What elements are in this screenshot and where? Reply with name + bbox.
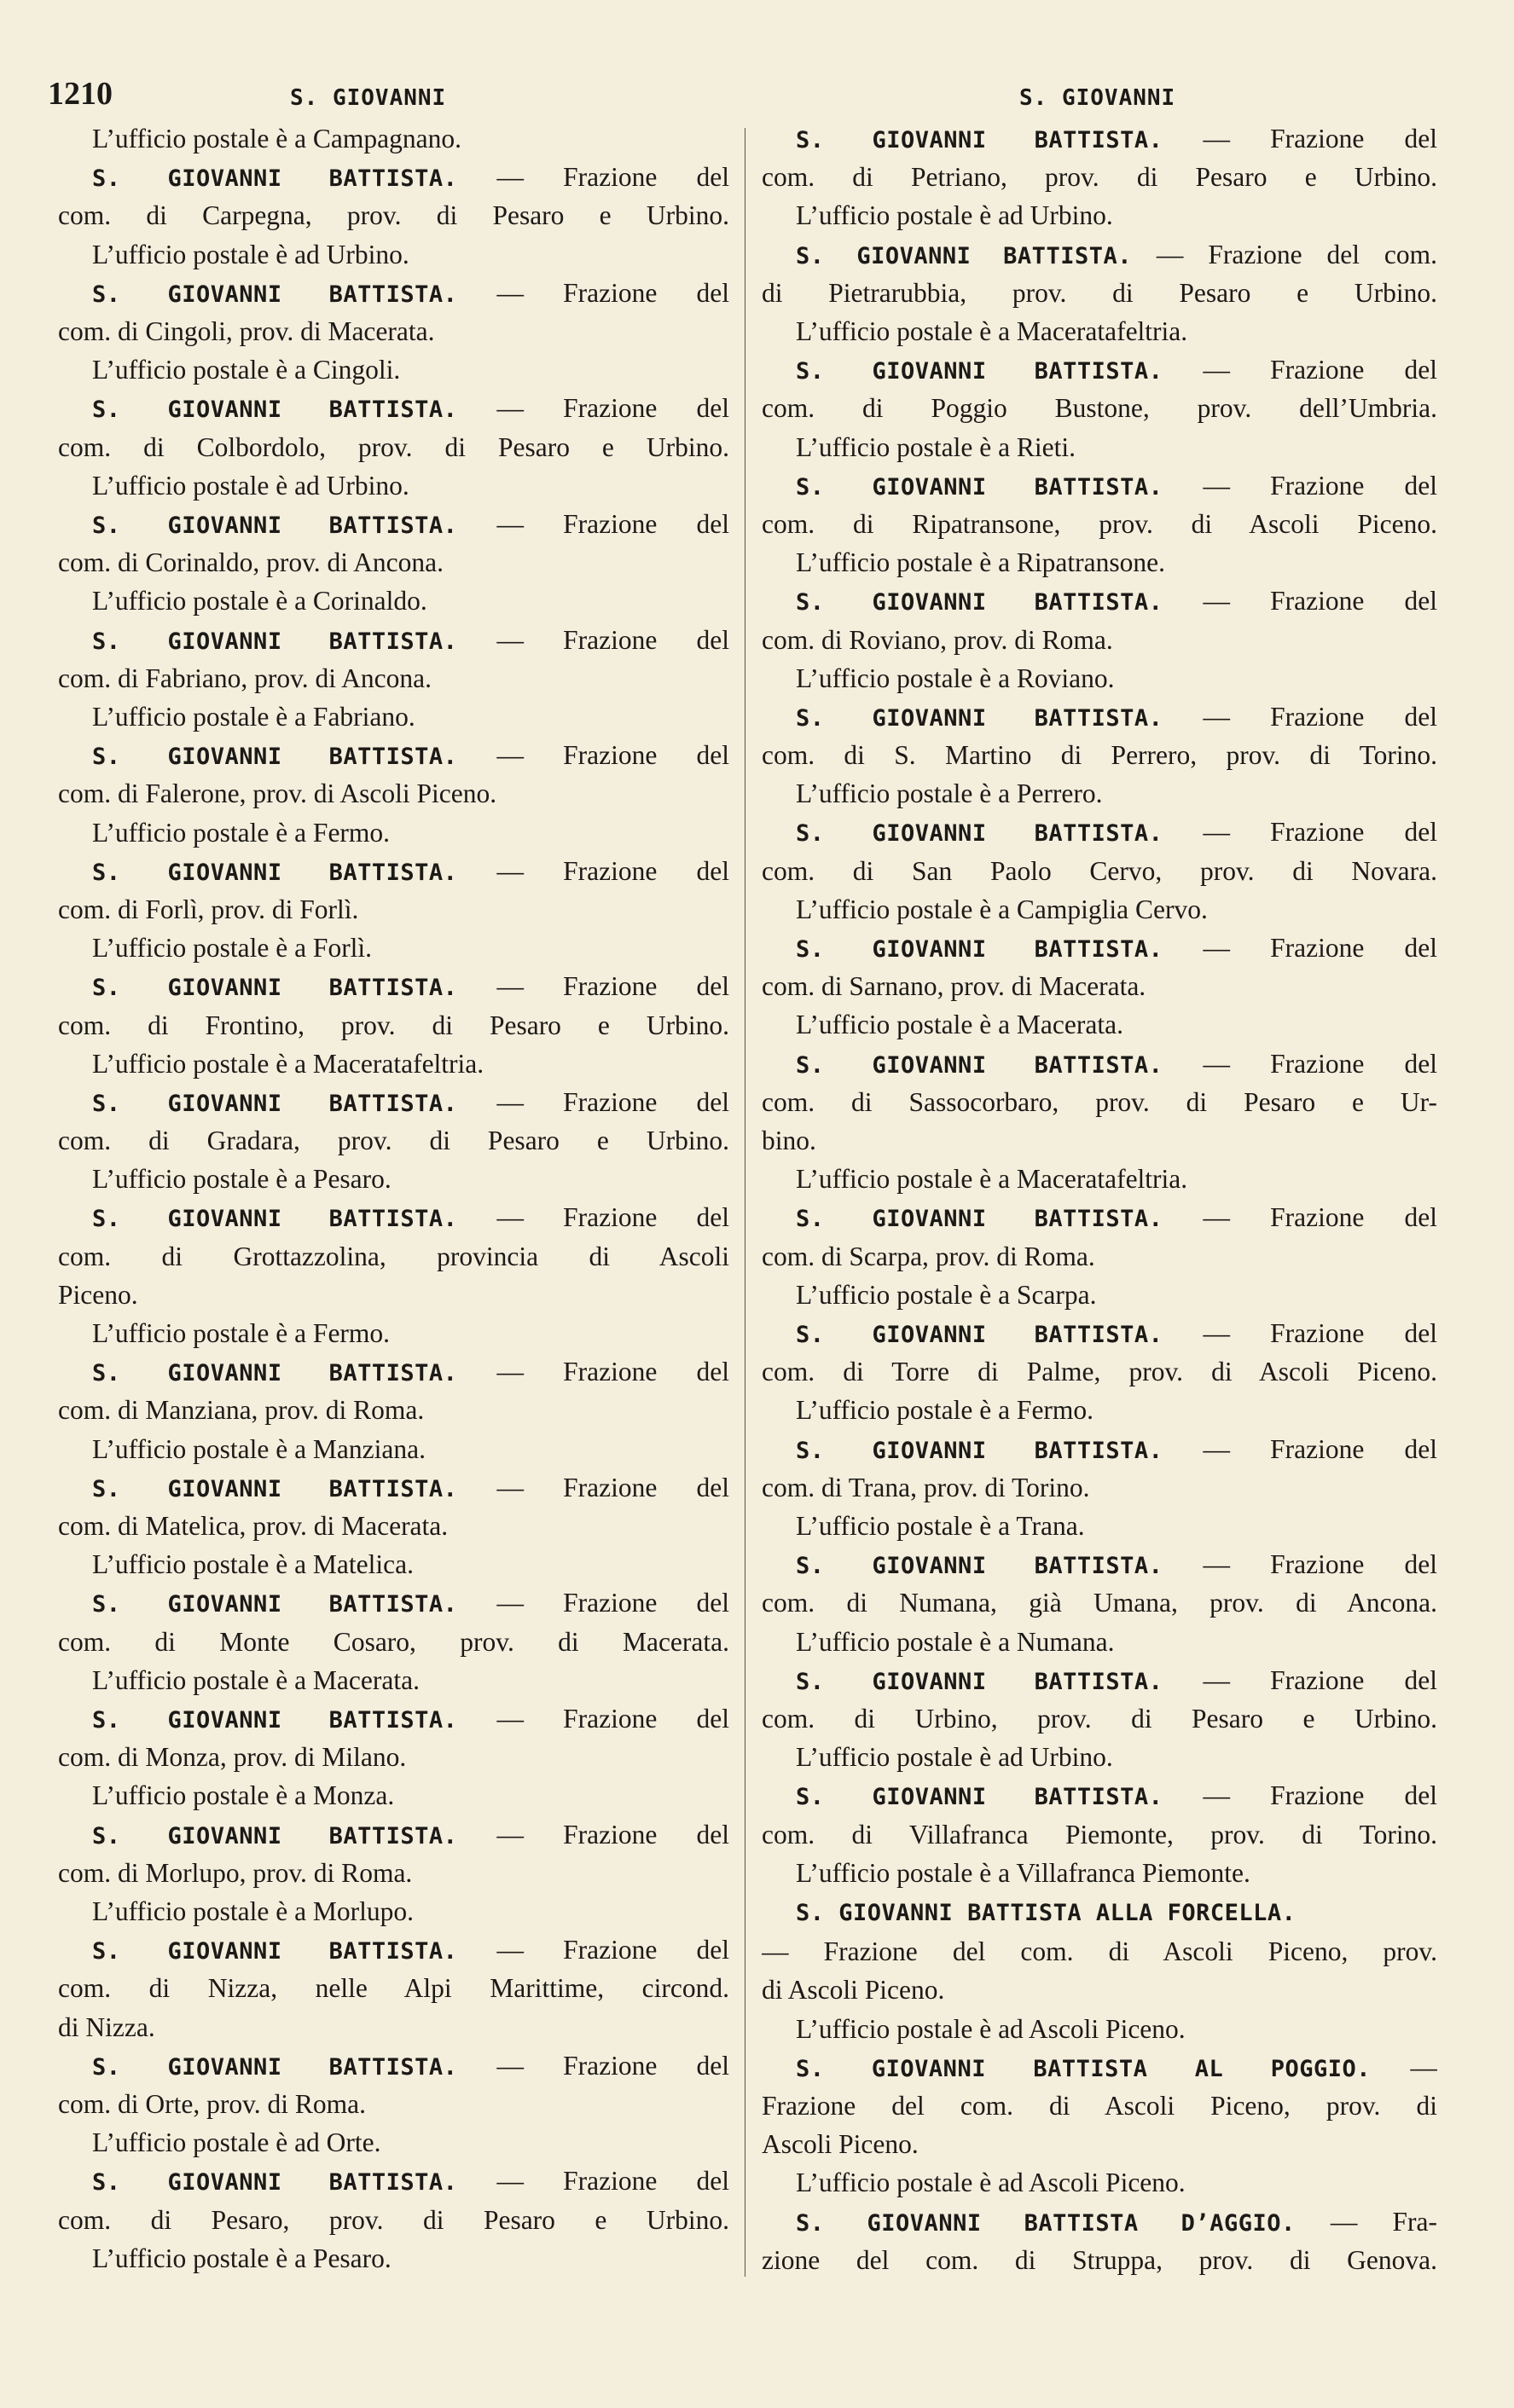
entry-text: — Frazione del xyxy=(1163,1549,1437,1580)
entry-text: L’ufficio postale è ad Ascoli Piceno. xyxy=(796,2013,1186,2044)
entry-text: com. di Frontino, prov. di Pesaro e Urbino. xyxy=(58,1010,729,1040)
entry-text: com. di Torre di Palme, prov. di Ascoli Piceno. xyxy=(762,1357,1437,1387)
text-line xyxy=(762,2010,1437,2048)
text-line xyxy=(762,1391,1437,1429)
entry-text: — Frazione del xyxy=(457,1588,729,1618)
text-line xyxy=(762,582,1437,620)
entry-text: com. di S. Martino di Perrero, prov. di Torino. xyxy=(762,740,1437,771)
text-line xyxy=(762,774,1437,813)
text-line xyxy=(58,929,729,967)
entry-text: di Nizza. xyxy=(58,2011,155,2042)
entry-text: L’ufficio postale è a Villafranca Piemonte. xyxy=(796,1857,1250,1888)
text-line xyxy=(762,736,1437,774)
entry-heading: S. GIOVANNI BATTISTA. xyxy=(796,936,1163,964)
entry-text: com. di Nizza, nelle Alpi Marittime, circond. xyxy=(58,1973,729,2004)
entry-text: com. di Monte Cosaro, prov. di Macerata. xyxy=(58,1626,729,1657)
entry-heading: S. GIOVANNI BATTISTA. xyxy=(92,1591,458,1618)
entry-heading: S. GIOVANNI BATTISTA. xyxy=(92,1822,458,1849)
text-line xyxy=(762,1507,1437,1545)
entry-text: L’ufficio postale è a Fermo. xyxy=(796,1395,1094,1426)
entry-text: — Frazione del xyxy=(457,2166,729,2197)
entry-text: — Frazione del xyxy=(457,624,729,655)
text-line xyxy=(58,1006,729,1045)
right-running-head: S. GIOVANNI xyxy=(1019,85,1176,111)
text-line xyxy=(58,1815,729,1854)
text-line xyxy=(762,1314,1437,1352)
entry-text: L’ufficio postale è ad Urbino. xyxy=(92,470,409,501)
entry-text: — Frazione del xyxy=(1163,933,1437,964)
text-line xyxy=(762,1083,1437,1121)
text-line xyxy=(58,1661,729,1699)
entry-heading: S. GIOVANNI BATTISTA. xyxy=(92,744,458,771)
text-line xyxy=(762,1121,1437,1160)
entry-text: com. di Monza, prov. di Milano. xyxy=(58,1742,407,1773)
entry-text: L’ufficio postale è a Maceratafeltria. xyxy=(796,315,1188,346)
entry-text: com. di Scarpa, prov. di Roma. xyxy=(762,1241,1095,1271)
entry-text: com. di Fabriano, prov. di Ancona. xyxy=(58,663,432,693)
text-line xyxy=(762,1545,1437,1583)
text-line xyxy=(58,2008,729,2046)
entry-heading: S. GIOVANNI BATTISTA. xyxy=(92,1938,458,1965)
text-line xyxy=(58,1969,729,2007)
text-line xyxy=(58,389,729,427)
entry-heading: S. GIOVANNI BATTISTA. xyxy=(796,1437,1163,1464)
entry-heading: S. GIOVANNI BATTISTA. xyxy=(92,1360,458,1387)
entry-text: L’ufficio postale è a Scarpa. xyxy=(796,1279,1097,1310)
entry-text: di Pietrarubbia, prov. di Pesaro e Urbino. xyxy=(762,277,1437,308)
entry-text: com. di Urbino, prov. di Pesaro e Urbino. xyxy=(762,1703,1437,1734)
entry-text: com. di Poggio Bustone, prov. dell’Umbria. xyxy=(762,393,1437,424)
entry-heading: S. GIOVANNI BATTISTA. xyxy=(92,1206,458,1233)
entry-text: com. di Gradara, prov. di Pesaro e Urbino. xyxy=(58,1126,729,1156)
entry-text: L’ufficio postale è a Matelica. xyxy=(92,1549,414,1580)
text-line xyxy=(58,1507,729,1545)
entry-text: — Frazione del com. di Ascoli Piceno, prov. xyxy=(762,1936,1437,1967)
entry-text: L’ufficio postale è a Manziana. xyxy=(92,1433,426,1464)
text-line xyxy=(58,1930,729,1969)
entry-text: — Frazione del xyxy=(457,1202,729,1233)
entry-text: L’ufficio postale è a Maceratafeltria. xyxy=(796,1164,1188,1195)
entry-text: — Frazione del xyxy=(457,277,729,308)
entry-text: — Fra- xyxy=(1295,2206,1437,2237)
entry-heading: S. GIOVANNI BATTISTA. xyxy=(796,473,1163,501)
entry-text: Frazione del com. di Ascoli Piceno, prov. di xyxy=(762,2090,1437,2121)
text-line xyxy=(58,1776,729,1815)
text-line xyxy=(58,1545,729,1583)
right-column xyxy=(762,119,1437,2279)
entry-text: L’ufficio postale è a Pesaro. xyxy=(92,1164,392,1195)
text-line xyxy=(58,736,729,774)
text-line xyxy=(762,158,1437,196)
entry-text: L’ufficio postale è a Campagnano. xyxy=(92,124,462,153)
text-line xyxy=(58,1738,729,1776)
text-line xyxy=(762,1932,1437,1971)
entry-text: com. di Grottazzolina, provincia di Ascoli xyxy=(58,1241,729,1271)
text-line xyxy=(762,1854,1437,1892)
text-line xyxy=(762,1005,1437,1044)
entry-text: com. di Colbordolo, prov. di Pesaro e Urbino. xyxy=(58,431,729,462)
text-line xyxy=(762,274,1437,312)
entry-text: — Frazione del xyxy=(457,971,729,1002)
text-line xyxy=(762,1623,1437,1661)
text-line xyxy=(762,350,1437,389)
entry-text: com. di Numana, già Umana, prov. di Ancona. xyxy=(762,1588,1437,1618)
entry-heading: S. GIOVANNI BATTISTA. xyxy=(796,1206,1163,1233)
entry-text: — Frazione del xyxy=(1163,817,1437,848)
entry-text: — Frazione del xyxy=(1163,1318,1437,1349)
entry-text: com. di Forlì, prov. di Forlì. xyxy=(58,894,359,924)
text-line xyxy=(762,698,1437,736)
text-line xyxy=(58,2162,729,2200)
entry-text: L’ufficio postale è ad Ascoli Piceno. xyxy=(796,2168,1186,2198)
entry-text: com. di Villafranca Piemonte, prov. di Torino. xyxy=(762,1819,1437,1849)
entry-heading: S. GIOVANNI BATTISTA. xyxy=(92,859,458,886)
entry-text: L’ufficio postale è a Ripatransone. xyxy=(796,547,1166,578)
entry-text: L’ufficio postale è ad Urbino. xyxy=(796,200,1113,231)
entry-text: — Frazione del xyxy=(1163,586,1437,616)
entry-heading: S. GIOVANNI BATTISTA. xyxy=(92,975,458,1002)
entry-text: — Frazione del xyxy=(1163,1433,1437,1464)
entry-text: L’ufficio postale è a Fermo. xyxy=(92,817,391,848)
entry-heading: S. GIOVANNI BATTISTA. xyxy=(92,1090,458,1117)
entry-heading: S. GIOVANNI BATTISTA. xyxy=(92,512,458,539)
entry-text: — Frazione del xyxy=(1163,124,1437,153)
entry-text: L’ufficio postale è a Morlupo. xyxy=(92,1896,415,1927)
entry-text: com. di Falerone, prov. di Ascoli Piceno. xyxy=(58,779,497,809)
text-line xyxy=(58,196,729,234)
text-line xyxy=(58,158,729,196)
text-line xyxy=(762,119,1437,158)
entry-heading: S. GIOVANNI BATTISTA. xyxy=(92,628,458,655)
text-line xyxy=(58,1854,729,1892)
entry-heading: S. GIOVANNI BATTISTA. xyxy=(796,1051,1163,1079)
text-line xyxy=(58,1583,729,1622)
text-line xyxy=(762,2163,1437,2202)
entry-text: — Frazione del xyxy=(457,740,729,771)
entry-heading: S. GIOVANNI BATTISTA AL POGGIO. xyxy=(796,2055,1371,2082)
entry-text: com. di Trana, prov. di Torino. xyxy=(762,1472,1090,1502)
text-line xyxy=(58,1352,729,1391)
entry-text: — Frazione del xyxy=(457,508,729,539)
entry-text: L’ufficio postale è a Numana. xyxy=(796,1626,1115,1657)
text-line xyxy=(762,428,1437,466)
text-line xyxy=(58,1276,729,1314)
text-line xyxy=(762,2241,1437,2279)
entry-heading: S. GIOVANNI BATTISTA. xyxy=(796,589,1163,616)
text-line xyxy=(762,1430,1437,1468)
text-line xyxy=(762,890,1437,929)
entry-text: — Frazione del xyxy=(457,855,729,886)
text-line xyxy=(762,466,1437,505)
entry-text: bino. xyxy=(762,1126,816,1156)
text-line xyxy=(762,1198,1437,1236)
text-line xyxy=(762,813,1437,851)
text-line xyxy=(58,2085,729,2123)
entry-text: zione del com. di Struppa, prov. di Genova. xyxy=(762,2244,1437,2275)
text-line xyxy=(58,1699,729,1738)
text-line xyxy=(58,1892,729,1930)
text-line xyxy=(762,1738,1437,1776)
entry-heading: S. GIOVANNI BATTISTA. xyxy=(92,397,458,424)
entry-heading: S. GIOVANNI BATTISTA. xyxy=(92,165,458,193)
entry-text: com. di Morlupo, prov. di Roma. xyxy=(58,1857,413,1888)
entry-text: L’ufficio postale è a Roviano. xyxy=(796,663,1115,693)
text-line xyxy=(58,235,729,274)
text-line xyxy=(762,621,1437,659)
text-line xyxy=(762,659,1437,698)
text-line xyxy=(762,1045,1437,1083)
text-line xyxy=(762,196,1437,234)
text-line xyxy=(762,2203,1437,2241)
text-line xyxy=(58,774,729,813)
entry-heading: S. GIOVANNI BATTISTA. xyxy=(796,1784,1163,1811)
entry-text: — Frazione del xyxy=(457,1819,729,1849)
text-line xyxy=(762,1815,1437,1854)
entry-text: L’ufficio postale è a Perrero. xyxy=(796,779,1103,809)
text-line xyxy=(762,929,1437,967)
entry-text: — Frazione del xyxy=(457,162,729,193)
entry-text: — Frazione del xyxy=(457,1704,729,1734)
text-line xyxy=(58,621,729,659)
entry-text: L’ufficio postale è a Campiglia Cervo. xyxy=(796,894,1208,924)
text-line xyxy=(58,698,729,736)
text-line xyxy=(762,1971,1437,2009)
entry-text: — Frazione del xyxy=(457,2050,729,2081)
entry-text: — Frazione del xyxy=(457,1935,729,1965)
entry-text: di Ascoli Piceno. xyxy=(762,1975,945,2006)
text-line xyxy=(58,1083,729,1121)
entry-text: L’ufficio postale è a Fabriano. xyxy=(92,701,415,732)
text-line xyxy=(762,1160,1437,1198)
entry-heading: S. GIOVANNI BATTISTA ALLA FORCELLA. xyxy=(796,1899,1296,1926)
entry-text: — Frazione del xyxy=(457,1357,729,1387)
entry-heading: S. GIOVANNI BATTISTA. xyxy=(796,820,1163,848)
text-line xyxy=(58,813,729,852)
text-line xyxy=(762,1776,1437,1815)
entry-text: com. di Sassocorbaro, prov. di Pesaro e Ur- xyxy=(762,1086,1437,1117)
text-line xyxy=(58,1045,729,1083)
entry-heading: S. GIOVANNI BATTISTA. xyxy=(92,2053,458,2081)
text-line xyxy=(762,2048,1437,2087)
entry-text: com. di San Paolo Cervo, prov. di Novara. xyxy=(762,855,1437,886)
text-line xyxy=(58,543,729,582)
text-line xyxy=(58,466,729,505)
entry-text: — Frazione del xyxy=(1163,1780,1437,1811)
entry-text: L’ufficio postale è a Maceratafeltria. xyxy=(92,1048,484,1079)
entry-heading: S. GIOVANNI BATTISTA. xyxy=(796,358,1163,385)
text-line xyxy=(58,2123,729,2162)
entry-text: L’ufficio postale è a Monza. xyxy=(92,1780,395,1811)
entry-text: L’ufficio postale è a Forlì. xyxy=(92,933,373,964)
entry-text: L’ufficio postale è a Macerata. xyxy=(92,1664,420,1695)
text-line xyxy=(762,1699,1437,1738)
entry-text: com. di Carpegna, prov. di Pesaro e Urbino. xyxy=(58,200,729,231)
text-line xyxy=(58,1468,729,1507)
entry-heading: S. GIOVANNI BATTISTA. xyxy=(796,1553,1163,1580)
entry-text: — Frazione del xyxy=(457,393,729,424)
text-line xyxy=(762,505,1437,543)
text-line xyxy=(762,2087,1437,2125)
entry-text: — Frazione del xyxy=(457,1086,729,1117)
entry-text: Ascoli Piceno. xyxy=(762,2129,919,2160)
text-line xyxy=(58,1430,729,1468)
entry-text: com. di Pesaro, prov. di Pesaro e Urbino. xyxy=(58,2204,729,2235)
text-line xyxy=(58,967,729,1005)
page-number: 1210 xyxy=(48,76,113,112)
text-line xyxy=(762,1468,1437,1507)
entry-text: — Frazione del xyxy=(1163,701,1437,732)
entry-heading: S. GIOVANNI BATTISTA. xyxy=(796,1668,1163,1695)
text-line xyxy=(58,582,729,620)
entry-text: com. di Roviano, prov. di Roma. xyxy=(762,624,1113,655)
text-line xyxy=(762,543,1437,582)
entry-heading: S. GIOVANNI BATTISTA. xyxy=(92,1475,458,1502)
entry-text: com. di Corinaldo, prov. di Ancona. xyxy=(58,547,444,578)
text-line xyxy=(58,119,729,158)
entry-text: — Frazione del xyxy=(1163,1202,1437,1233)
text-line xyxy=(58,2046,729,2085)
text-line xyxy=(58,312,729,350)
entry-text: — Frazione del xyxy=(1163,355,1437,385)
text-line xyxy=(762,2125,1437,2163)
entry-text: L’ufficio postale è a Corinaldo. xyxy=(92,586,427,616)
text-line xyxy=(58,428,729,466)
text-line xyxy=(58,1160,729,1198)
text-line xyxy=(762,1892,1437,1932)
text-line xyxy=(58,1121,729,1160)
entry-text: L’ufficio postale è a Rieti. xyxy=(796,431,1076,462)
entry-text: L’ufficio postale è a Trana. xyxy=(796,1511,1085,1541)
entry-heading: S. GIOVANNI BATTISTA. xyxy=(796,1322,1163,1349)
text-line xyxy=(58,1314,729,1352)
entry-text: — xyxy=(1370,2052,1437,2082)
text-line xyxy=(762,389,1437,427)
entry-heading: S. GIOVANNI BATTISTA. xyxy=(92,1707,458,1734)
text-line xyxy=(762,235,1437,274)
entry-text: com. di Sarnano, prov. di Macerata. xyxy=(762,971,1146,1002)
entry-text: com. di Petriano, prov. di Pesaro e Urbino. xyxy=(762,162,1437,193)
text-line xyxy=(762,852,1437,890)
text-line xyxy=(762,1661,1437,1699)
text-line xyxy=(762,1237,1437,1276)
entry-text: — Frazione del xyxy=(457,1472,729,1502)
entry-text: L’ufficio postale è a Cingoli. xyxy=(92,355,401,385)
entry-heading: S. GIOVANNI BATTISTA. xyxy=(92,281,458,308)
entry-text: com. di Ripatransone, prov. di Ascoli Piceno. xyxy=(762,508,1437,539)
left-column xyxy=(58,119,729,2278)
entry-text: — Frazione del xyxy=(1163,1664,1437,1695)
entry-text: — Frazione del xyxy=(1163,470,1437,501)
entry-heading: S. GIOVANNI BATTISTA. xyxy=(796,704,1163,732)
entry-text: com. di Matelica, prov. di Macerata. xyxy=(58,1511,449,1542)
entry-text: L’ufficio postale è ad Orte. xyxy=(92,2127,381,2158)
entry-text: Piceno. xyxy=(58,1279,138,1310)
entry-text: L’ufficio postale è ad Urbino. xyxy=(796,1742,1113,1773)
text-line xyxy=(58,274,729,312)
entry-text: com. di Manziana, prov. di Roma. xyxy=(58,1395,425,1426)
text-line xyxy=(58,2201,729,2239)
entry-text: L’ufficio postale è a Pesaro. xyxy=(92,2243,392,2273)
text-line xyxy=(58,1623,729,1661)
text-line xyxy=(58,1237,729,1276)
entry-heading: S. GIOVANNI BATTISTA. xyxy=(92,2169,458,2197)
left-running-head: S. GIOVANNI xyxy=(290,85,447,111)
entry-heading: S. GIOVANNI BATTISTA. xyxy=(796,127,1163,153)
text-line xyxy=(58,852,729,890)
text-line xyxy=(58,1198,729,1236)
text-line xyxy=(762,1276,1437,1314)
text-line xyxy=(762,312,1437,350)
entry-text: — Frazione del com. xyxy=(1131,239,1437,269)
entry-text: com. di Orte, prov. di Roma. xyxy=(58,2088,367,2119)
text-line xyxy=(58,350,729,389)
entry-text: L’ufficio postale è a Fermo. xyxy=(92,1318,391,1349)
text-line xyxy=(58,659,729,698)
entry-text: L’ufficio postale è ad Urbino. xyxy=(92,239,409,269)
text-line xyxy=(762,967,1437,1005)
entry-heading: S. GIOVANNI BATTISTA. xyxy=(796,242,1132,269)
text-line xyxy=(58,890,729,929)
entry-heading: S. GIOVANNI BATTISTA D’AGGIO. xyxy=(796,2209,1296,2237)
text-line xyxy=(58,505,729,543)
entry-text: L’ufficio postale è a Macerata. xyxy=(796,1010,1123,1040)
entry-text: com. di Cingoli, prov. di Macerata. xyxy=(58,315,435,346)
text-line xyxy=(58,1391,729,1429)
text-line xyxy=(58,2239,729,2278)
entry-text: — Frazione del xyxy=(1163,1048,1437,1079)
text-line xyxy=(762,1352,1437,1391)
text-line xyxy=(762,1583,1437,1622)
